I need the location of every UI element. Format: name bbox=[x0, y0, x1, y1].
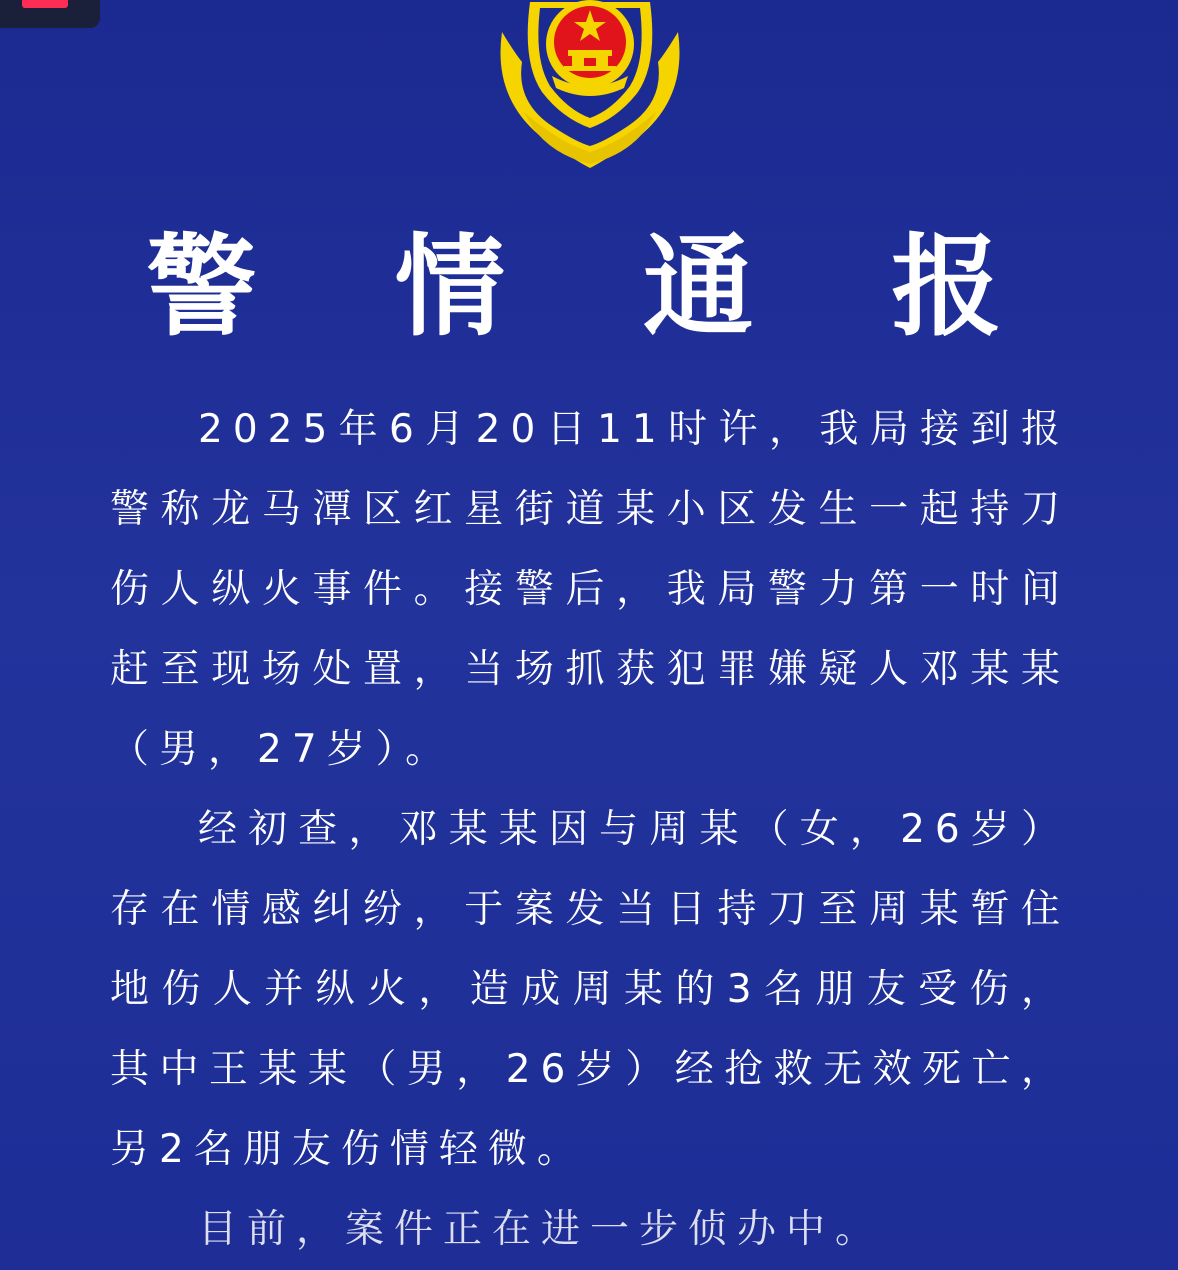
police-emblem-icon bbox=[488, 0, 692, 170]
notice-paragraph-2: 经初查，邓某某因与周某（女，26岁）存在情感纠纷，于案发当日持刀至周某暂住地伤人并纵火，造成周某的3名朋友受伤，其中王某某（男，26岁）经抢救无效死亡，另2名朋友伤情轻微。 bbox=[110, 807, 1070, 1172]
app-badge bbox=[22, 0, 68, 8]
notice-paragraph-3: 目前，案件正在进一步侦办中。 bbox=[198, 1207, 885, 1252]
notice-title: 警 情 通 报 bbox=[146, 222, 1052, 351]
notice-paragraph-1: 2025年6月20日11时许，我局接到报警称龙马潭区红星街道某小区发生一起持刀伤人纵火事件。接警后，我局警力第一时间赶至现场处置，当场抓获犯罪嫌疑人邓某某（男，27岁）。 bbox=[110, 407, 1070, 772]
status-overlay bbox=[0, 0, 100, 28]
notice-body bbox=[110, 390, 1070, 1270]
